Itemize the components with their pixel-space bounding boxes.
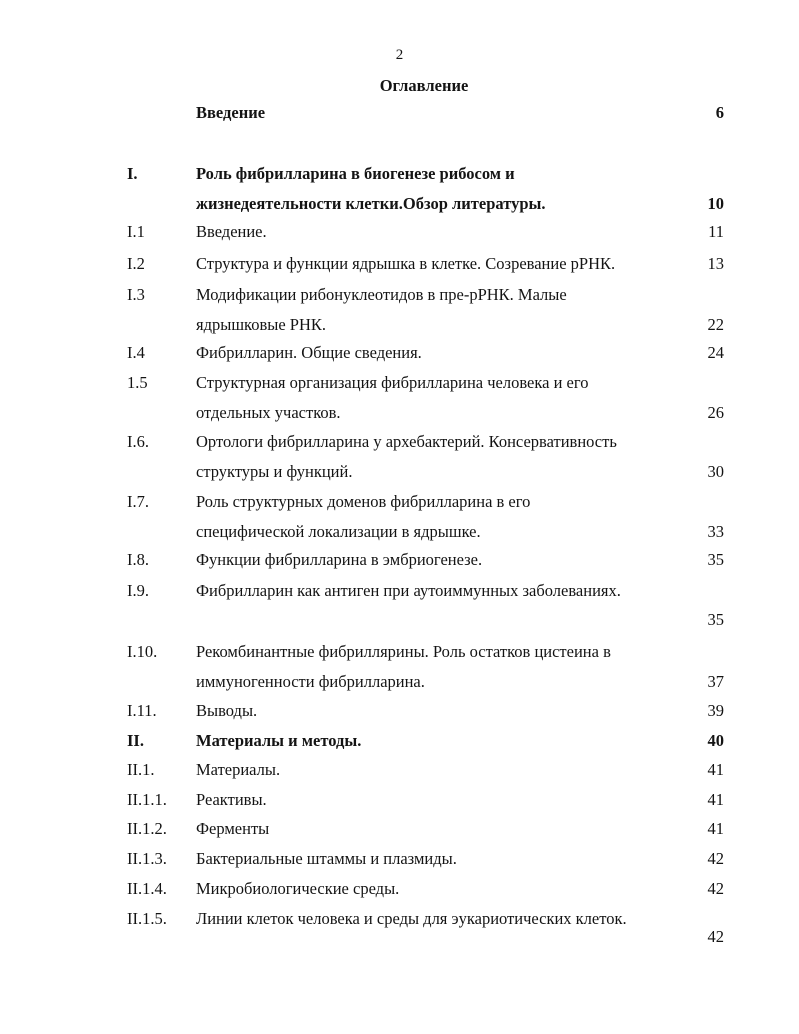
toc-entry-number: I.7. [127, 492, 149, 511]
toc-entry-title: Выводы. [196, 701, 258, 720]
toc-entry-title: Функции фибрилларина в эмбриогенезе. [196, 550, 483, 569]
toc-entry-title: Фибрилларин. Общие сведения. [196, 343, 422, 362]
toc-entry-page: 26 [707, 403, 724, 422]
toc-entry-title: Структурная организация фибрилларина человека и его [196, 373, 589, 392]
toc-entry-number: I.3 [127, 285, 145, 304]
toc-entry-title: жизнедеятельности клетки.Обзор литературы. [196, 194, 546, 213]
toc-entry-number: I.1 [127, 222, 145, 241]
toc-entry-title: Структура и функции ядрышка в клетке. Созревание рРНК. [196, 254, 616, 273]
toc-entry-number: II. [127, 731, 144, 750]
toc-entry-page: 41 [707, 819, 724, 838]
toc-entry-page: 42 [707, 849, 724, 868]
toc-entry-title: иммуногенности фибрилларина. [196, 672, 425, 691]
toc-entry-title: Роль структурных доменов фибрилларина в его [196, 492, 531, 511]
toc-entry-page: 22 [707, 315, 724, 334]
toc-entry-page: 41 [707, 790, 724, 809]
toc-entry-number: I.8. [127, 550, 149, 569]
toc-entry-title: Ферменты [196, 819, 270, 838]
toc-entry-number: 1.5 [127, 373, 148, 392]
toc-entry-title: специфической локализации в ядрышке. [196, 522, 481, 541]
toc-entry-page: 33 [707, 522, 724, 541]
toc-entry-page: 40 [707, 731, 724, 750]
toc-entry-page: 35 [707, 610, 724, 629]
toc-entry-page: 41 [707, 760, 724, 779]
toc-entry-title: структуры и функций. [196, 462, 353, 481]
toc-entry-number: I.2 [127, 254, 145, 273]
toc-entry-number: I.10. [127, 642, 158, 661]
toc-entry-title: Линии клеток человека и среды для эукариотических клеток. [196, 909, 627, 928]
toc-entry-number: I.11. [127, 701, 157, 720]
toc-entry-title: ядрышковые РНК. [196, 315, 327, 334]
toc-entry-number: II.1. [127, 760, 155, 779]
toc-entry-title: Материалы. [196, 760, 281, 779]
toc-entry-title: Бактериальные штаммы и плазмиды. [196, 849, 457, 868]
toc-entry-number: II.1.2. [127, 819, 167, 838]
toc-entry-page: 6 [715, 103, 724, 122]
toc-entry-page: 42 [707, 879, 724, 898]
toc-entry-number: I.4 [127, 343, 145, 362]
toc-entry-number: II.1.4. [127, 879, 167, 898]
toc-entry-title: Фибрилларин как антиген при аутоиммунных заболеваниях. [196, 581, 621, 600]
toc-entry-page: 24 [707, 343, 724, 362]
toc-entry-page: 13 [707, 254, 724, 273]
toc-entry-title: Микробиологические среды. [196, 879, 400, 898]
toc-entry-title: Модификации рибонуклеотидов в пре-рРНК. Малые [196, 285, 567, 304]
toc-entry-title: Рекомбинантные фибриллярины. Роль остатков цистеина в [196, 642, 611, 661]
toc-entry-number: II.1.3. [127, 849, 167, 868]
toc-entry-number: I. [127, 164, 138, 183]
toc-entry-number: II.1.5. [127, 909, 167, 928]
toc-entry-page: 39 [707, 701, 724, 720]
toc-entry-number: I.6. [127, 432, 149, 451]
page-title: Оглавление [379, 76, 469, 95]
toc-entry-title: Введение. [196, 222, 267, 241]
toc-entry-title: Реактивы. [196, 790, 267, 809]
toc-entry-page: 42 [707, 927, 724, 946]
page-number: 2 [395, 47, 404, 63]
toc-entry-page: 30 [707, 462, 724, 481]
toc-entry-title: Введение [196, 103, 266, 122]
toc-entry-title: отдельных участков. [196, 403, 341, 422]
toc-entry-number: I.9. [127, 581, 149, 600]
toc-entry-number: II.1.1. [127, 790, 167, 809]
toc-entry-page: 11 [708, 222, 724, 241]
toc-entry-title: Ортологи фибрилларина у архебактерий. Консервативность [196, 432, 617, 451]
toc-entry-page: 35 [707, 550, 724, 569]
toc-entry-title: Роль фибрилларина в биогенезе рибосом и [196, 164, 515, 183]
toc-entry-title: Материалы и методы. [196, 731, 362, 750]
toc-entry-page: 37 [707, 672, 724, 691]
toc-entry-page: 10 [707, 194, 724, 213]
